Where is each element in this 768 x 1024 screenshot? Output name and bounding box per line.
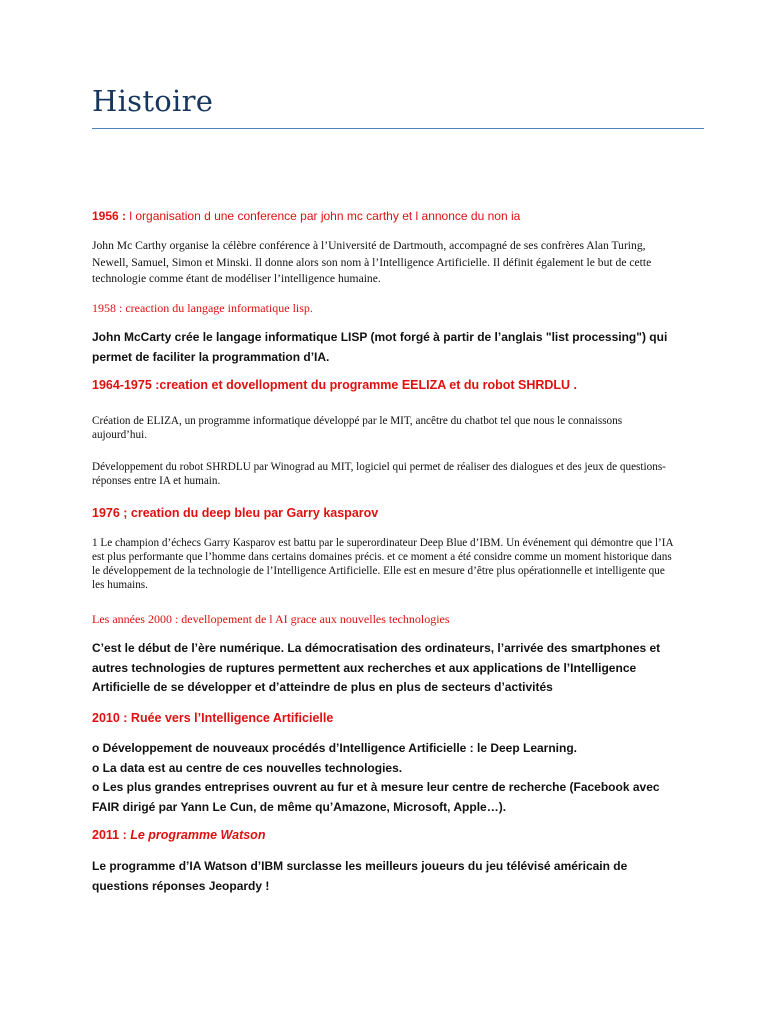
heading-1958: 1958 : creaction du langage informatique lisp. — [92, 301, 313, 315]
heading-2000s: Les années 2000 : devellopement de l AI grace aux nouvelles technologies — [92, 612, 450, 626]
paragraph-1976: 1 Le champion d’échecs Garry Kasparov est battu par le superordinateur Deep Blue d’IBM. Un événement qui démontre que l’IA est plus performante que l’homme dans certains domaines précis. et ce moment a été considre comme un moment historique dans le développement de la technologie de l’Intelligence Artificielle. Elle est en mesure d’être plus opérationnelle et intelligente que les humains. — [92, 537, 673, 591]
paragraph-shrdlu: Développement du robot SHRDLU par Winograd au MIT, logiciel qui permet de réaliser des dialogues et des jeux de questions-réponses entre IA et humain. — [92, 461, 666, 487]
paragraph-2000s: C’est le début de l’ère numérique. La démocratisation des ordinateurs, l’arrivée des smartphones et autres technologies de ruptures permettent aux recherches et aux applications de l’Intelligence Artificielle de se développer et d’atteindre de plus en plus de secteurs d’activités — [92, 641, 661, 694]
list-item: o Les plus grandes entreprises ouvrent au fur et à mesure leur centre de recherche (Facebook avec FAIR dirigé par Yann Le Cun, de même qu’Amazone, Microsoft, Apple…). — [92, 780, 660, 814]
paragraph-eliza: Création de ELIZA, un programme informatique développé par le MIT, ancêtre du chatbot tel que nous le connaissons aujourd’hui. — [92, 415, 623, 441]
paragraph-2011: Le programme d’IA Watson d’IBM surclasse les meilleurs joueurs du jeu télévisé américain de questions réponses Jeopardy ! — [92, 859, 628, 893]
heading-1976: 1976 ; creation du deep bleu par Garry kasparov — [92, 506, 379, 520]
heading-2010: 2010 : Ruée vers l’Intelligence Artificielle — [92, 711, 334, 725]
heading-2011-text: Le programme Watson — [126, 828, 266, 842]
heading-2011 — [92, 828, 676, 842]
list-item: o Développement de nouveaux procédés d’Intelligence Artificielle : le Deep Learning. — [92, 741, 578, 755]
paragraph-1958: John McCarty crée le langage informatique LISP (mot forgé à partir de l’anglais "list processing") qui permet de faciliter la programmation d’IA. — [92, 330, 668, 364]
heading-2011-label: 2011 : — [92, 828, 127, 842]
paragraph-1956: John Mc Carthy organise la célèbre conférence à l’Université de Dartmouth, accompagné de ses confrères Alan Turing, Newell, Samuel, Simon et Minski. Il donne alors son nom à l’Intelligence Artificielle. Il définit également le but de cette technologie comme étant de modéliser l’intelligence humaine. — [92, 239, 652, 285]
heading-1956-text: l organisation d une conference par john mc carthy et l annonce du non ia — [126, 209, 521, 223]
page-title: Histoire — [92, 84, 214, 118]
heading-1964-1975: 1964-1975 :creation et dovellopment du programme EELIZA et du robot SHRDLU . — [92, 378, 578, 392]
heading-1956-label: 1956 : — [92, 209, 127, 223]
list-item: o La data est au centre de ces nouvelles technologies. — [92, 760, 403, 775]
list-2010 — [92, 739, 676, 817]
heading-1956 — [92, 209, 676, 223]
title-divider — [92, 128, 704, 129]
